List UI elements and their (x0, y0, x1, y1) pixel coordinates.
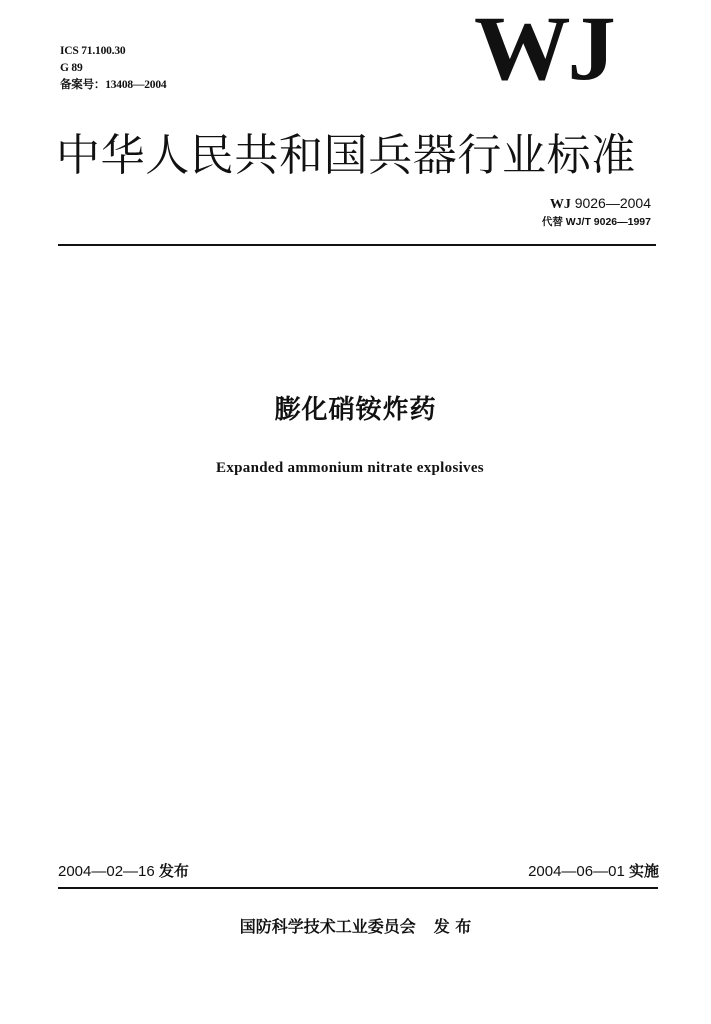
standard-code-block (542, 194, 651, 230)
implementation-date-block (528, 862, 659, 882)
standard-code-number: 9026—2004 (574, 195, 651, 211)
standard-code (542, 194, 651, 214)
wj-logo: WJ (474, 0, 613, 99)
header-divider (58, 244, 656, 246)
implementation-date: 2004—06—01 (528, 863, 625, 880)
filing-number: 备案号：13408—2004 (60, 79, 167, 91)
ics-code: ICS 71.100.30 (60, 45, 126, 57)
ccs-code: G 89 (60, 62, 83, 74)
issue-date: 2004—02—16 (58, 863, 155, 880)
issuing-authority: 国防科学技术工业委员会 (239, 917, 416, 936)
issuer-label: 发 布 (433, 917, 472, 936)
issue-label: 发布 (158, 863, 189, 880)
footer-divider (58, 887, 658, 889)
standard-code-prefix: WJ (549, 197, 571, 212)
implementation-label: 实施 (628, 863, 659, 880)
issuer-block (0, 916, 711, 938)
standard-title: 中华人民共和国兵器行业标准 (56, 130, 636, 181)
issue-date-block (58, 862, 189, 882)
document-title: 膨化硝铵炸药 (274, 395, 437, 425)
document-title-english: Expanded ammonium nitrate explosives (216, 460, 484, 476)
replaces-code: 代替 WJ/T 9026—1997 (541, 216, 651, 228)
classification-block (60, 43, 166, 94)
